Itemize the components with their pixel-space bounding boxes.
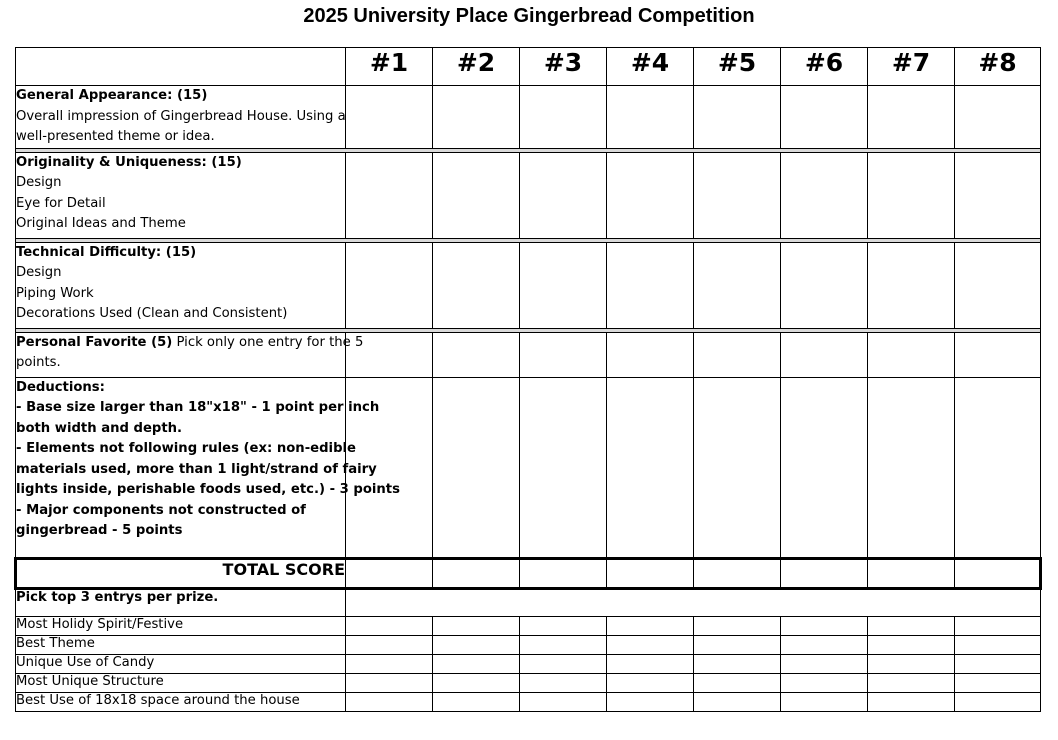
entry-header: #1 xyxy=(346,48,433,86)
score-cell[interactable] xyxy=(955,152,1041,238)
prize-vote-cell[interactable] xyxy=(955,654,1041,673)
prize-vote-cell[interactable] xyxy=(868,673,955,692)
prize-vote-cell[interactable] xyxy=(433,673,520,692)
prize-label: Best Use of 18x18 space around the house xyxy=(16,692,346,711)
prize-label: Best Theme xyxy=(16,635,346,654)
entry-header: #3 xyxy=(520,48,607,86)
criterion-line: Design xyxy=(16,175,62,190)
prize-vote-cell[interactable] xyxy=(346,635,433,654)
prize-vote-cell[interactable] xyxy=(955,692,1041,711)
criterion-heading-rest: Pick only one entry for the 5 xyxy=(172,334,364,350)
score-cell[interactable] xyxy=(955,332,1041,377)
criterion-heading: Originality & Uniqueness: (15) xyxy=(16,154,242,170)
criterion-row xyxy=(16,242,1041,328)
prize-vote-cell[interactable] xyxy=(868,635,955,654)
criterion-line: Design xyxy=(16,265,62,280)
total-score-label: TOTAL SCORE xyxy=(16,558,346,588)
total-score-cell[interactable] xyxy=(346,558,433,588)
prize-vote-cell[interactable] xyxy=(607,616,694,635)
criterion-heading-line xyxy=(16,153,345,174)
prize-vote-cell[interactable] xyxy=(607,692,694,711)
score-cell[interactable] xyxy=(694,377,781,558)
total-score-cell[interactable] xyxy=(694,558,781,588)
criterion-line: Original Ideas and Theme xyxy=(16,216,186,231)
criterion-cell xyxy=(16,242,346,328)
prize-vote-cell[interactable] xyxy=(346,673,433,692)
prize-row xyxy=(16,635,1041,654)
prize-vote-cell[interactable] xyxy=(433,692,520,711)
prize-vote-cell[interactable] xyxy=(868,616,955,635)
prize-vote-cell[interactable] xyxy=(346,692,433,711)
criterion-row xyxy=(16,86,1041,149)
prize-vote-cell[interactable] xyxy=(694,654,781,673)
deduction-line: materials used, more than 1 light/strand of fairy xyxy=(16,461,377,477)
total-score-cell[interactable] xyxy=(520,558,607,588)
criterion-line: Piping Work xyxy=(16,285,94,301)
total-score-cell[interactable] xyxy=(607,558,694,588)
score-cell[interactable] xyxy=(520,332,607,377)
score-cell[interactable] xyxy=(346,242,433,328)
criterion-line: Eye for Detail xyxy=(16,195,106,211)
criterion-heading-line xyxy=(16,86,345,107)
prize-vote-cell[interactable] xyxy=(781,635,868,654)
score-cell[interactable] xyxy=(520,377,607,558)
criterion-heading: General Appearance: (15) xyxy=(16,88,208,103)
total-score-cell[interactable] xyxy=(433,558,520,588)
prize-vote-cell[interactable] xyxy=(955,673,1041,692)
score-cell[interactable] xyxy=(607,377,694,558)
score-cell[interactable] xyxy=(607,242,694,328)
score-cell[interactable] xyxy=(781,242,868,328)
prize-vote-cell[interactable] xyxy=(607,635,694,654)
prize-vote-cell[interactable] xyxy=(868,654,955,673)
criterion-line: Decorations Used (Clean and Consistent) xyxy=(16,306,288,321)
criterion-heading: Technical Difficulty: (15) xyxy=(16,244,197,260)
score-cell[interactable] xyxy=(694,86,781,149)
entry-header: #7 xyxy=(868,48,955,86)
total-score-cell[interactable] xyxy=(781,558,868,588)
score-cell[interactable] xyxy=(433,242,520,328)
score-cell[interactable] xyxy=(520,242,607,328)
entry-header: #2 xyxy=(433,48,520,86)
criterion-heading: Deductions: xyxy=(16,379,105,395)
prize-row xyxy=(16,616,1041,635)
score-cell[interactable] xyxy=(781,86,868,149)
criterion-heading-line xyxy=(16,243,345,264)
score-cell[interactable] xyxy=(868,242,955,328)
criterion-cell xyxy=(16,377,400,558)
score-cell[interactable] xyxy=(955,377,1041,558)
prize-label: Most Unique Structure xyxy=(16,673,346,692)
prize-vote-cell[interactable] xyxy=(694,616,781,635)
criterion-heading: Personal Favorite (5) xyxy=(16,334,173,350)
prize-label: Most Holidy Spirit/Festive xyxy=(16,616,346,635)
criterion-heading-line xyxy=(16,378,345,399)
score-cell[interactable] xyxy=(955,86,1041,149)
score-cell[interactable] xyxy=(607,86,694,149)
prize-vote-cell[interactable] xyxy=(781,616,868,635)
deduction-line: - Major components not constructed of xyxy=(16,502,306,518)
total-row xyxy=(16,558,1041,588)
score-cell[interactable] xyxy=(868,377,955,558)
criterion-cell xyxy=(16,332,364,377)
deduction-line: - Elements not following rules (ex: non-edible xyxy=(16,441,356,456)
score-cell[interactable] xyxy=(346,152,433,238)
entry-header: #8 xyxy=(955,48,1041,86)
score-cell[interactable] xyxy=(607,332,694,377)
criterion-heading-line xyxy=(16,333,364,354)
prize-vote-cell[interactable] xyxy=(433,616,520,635)
score-cell[interactable] xyxy=(868,86,955,149)
prize-vote-cell[interactable] xyxy=(781,673,868,692)
prize-vote-cell[interactable] xyxy=(781,692,868,711)
score-cell[interactable] xyxy=(781,377,868,558)
score-cell[interactable] xyxy=(694,152,781,238)
score-cell[interactable] xyxy=(346,86,433,149)
entry-header: #4 xyxy=(607,48,694,86)
score-cell[interactable] xyxy=(694,242,781,328)
score-cell[interactable] xyxy=(955,242,1041,328)
prize-vote-cell[interactable] xyxy=(520,692,607,711)
criterion-line: points. xyxy=(16,355,61,370)
prize-heading-row xyxy=(16,588,1041,616)
page-title: 2025 University Place Gingerbread Competition xyxy=(303,5,755,27)
criterion-row xyxy=(16,377,1041,558)
prize-vote-cell[interactable] xyxy=(955,616,1041,635)
prize-vote-cell[interactable] xyxy=(346,616,433,635)
score-cell[interactable] xyxy=(781,332,868,377)
score-cell[interactable] xyxy=(868,152,955,238)
prize-vote-cell[interactable] xyxy=(520,635,607,654)
prize-vote-cell[interactable] xyxy=(433,654,520,673)
score-cell[interactable] xyxy=(520,152,607,238)
score-sheet xyxy=(14,47,1042,712)
criterion-line: well-presented theme or idea. xyxy=(16,129,215,144)
prize-vote-cell[interactable] xyxy=(694,635,781,654)
prize-row xyxy=(16,673,1041,692)
criterion-cell xyxy=(16,152,346,238)
score-cell[interactable] xyxy=(433,86,520,149)
prize-vote-cell[interactable] xyxy=(955,635,1041,654)
header-row xyxy=(16,48,1041,86)
prize-vote-cell[interactable] xyxy=(694,673,781,692)
score-cell[interactable] xyxy=(607,152,694,238)
prize-vote-cell[interactable] xyxy=(520,616,607,635)
prize-heading: Pick top 3 entrys per prize. xyxy=(16,588,346,616)
prize-vote-cell[interactable] xyxy=(520,673,607,692)
prize-vote-cell[interactable] xyxy=(694,692,781,711)
prize-heading-blank xyxy=(346,588,1041,616)
score-cell[interactable] xyxy=(781,152,868,238)
corner-cell xyxy=(16,48,346,86)
prize-vote-cell[interactable] xyxy=(781,654,868,673)
prize-vote-cell[interactable] xyxy=(868,692,955,711)
prize-label: Unique Use of Candy xyxy=(16,654,346,673)
score-cell[interactable] xyxy=(868,332,955,377)
prize-vote-cell[interactable] xyxy=(607,673,694,692)
prize-vote-cell[interactable] xyxy=(346,654,433,673)
deduction-line: gingerbread - 5 points xyxy=(16,523,183,538)
entry-header: #6 xyxy=(781,48,868,86)
score-cell[interactable] xyxy=(694,332,781,377)
criterion-row xyxy=(16,332,1041,377)
prize-vote-cell[interactable] xyxy=(607,654,694,673)
criterion-row xyxy=(16,152,1041,238)
criterion-line: Overall impression of Gingerbread House. Using a xyxy=(16,108,346,124)
deduction-line: - Base size larger than 18"x18" - 1 point per inch xyxy=(16,400,380,415)
deduction-line: lights inside, perishable foods used, etc.) - 3 points xyxy=(16,482,400,497)
total-score-cell[interactable] xyxy=(955,558,1041,588)
prize-row xyxy=(16,654,1041,673)
score-cell[interactable] xyxy=(433,152,520,238)
deduction-line: both width and depth. xyxy=(16,420,183,436)
score-cell[interactable] xyxy=(433,332,520,377)
criterion-cell xyxy=(16,86,346,149)
prize-row xyxy=(16,692,1041,711)
prize-vote-cell[interactable] xyxy=(433,635,520,654)
score-cell[interactable] xyxy=(433,377,520,558)
total-score-cell[interactable] xyxy=(868,558,955,588)
entry-header: #5 xyxy=(694,48,781,86)
prize-vote-cell[interactable] xyxy=(520,654,607,673)
score-cell[interactable] xyxy=(520,86,607,149)
